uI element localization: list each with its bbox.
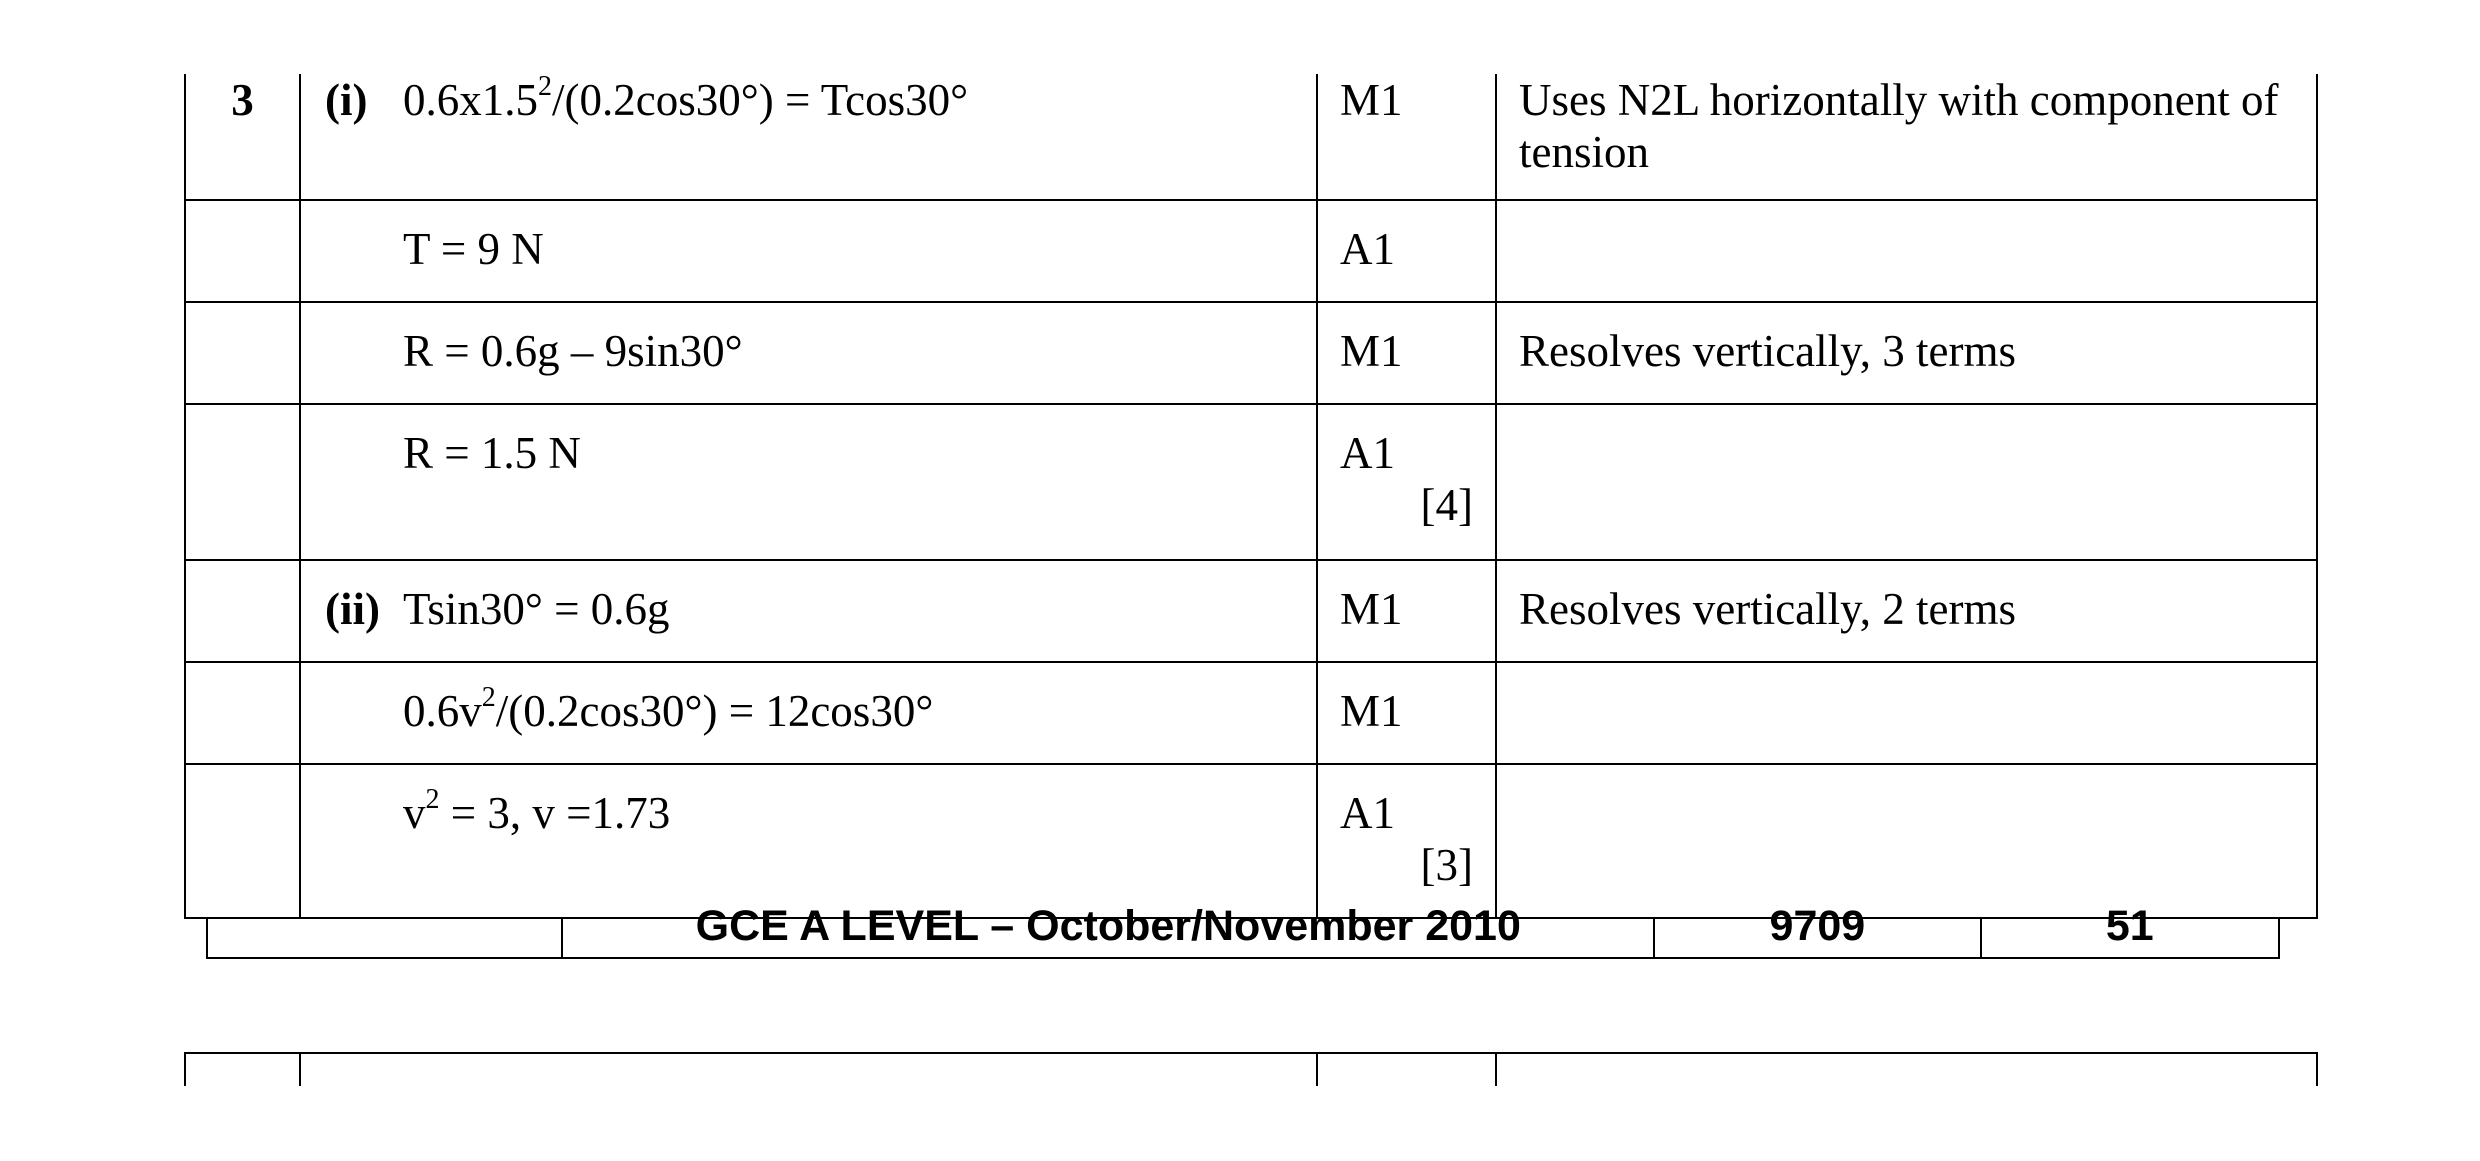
table-row <box>185 200 2317 302</box>
answer-text: 0.6v <box>403 686 482 736</box>
mark-scheme-table <box>184 71 2318 919</box>
mark: A1 <box>1340 788 1395 838</box>
mark-cell <box>1317 74 1496 200</box>
guidance-cell <box>1496 404 2317 560</box>
mark-cell <box>1317 302 1496 404</box>
question-number-cell <box>185 200 300 302</box>
next-table-fragment <box>184 1052 2318 1086</box>
mark-block <box>1318 405 1495 531</box>
table-cell <box>1317 1053 1496 1086</box>
answer <box>301 201 1316 275</box>
footer-syllabus-code-cell <box>1653 902 1979 957</box>
answer-text: T = 9 N <box>403 224 544 274</box>
guidance <box>1497 201 2316 223</box>
table-cell <box>185 1053 300 1086</box>
answer-text: R = 1.5 N <box>403 428 581 478</box>
table-row <box>185 74 2317 200</box>
footer-paper-cell <box>1980 902 2278 957</box>
answer-text: R = 0.6g – 9sin30° <box>403 326 743 376</box>
table-row <box>185 764 2317 918</box>
mark-cell <box>1317 662 1496 764</box>
question-number: 3 <box>231 75 254 125</box>
mark: M1 <box>1340 75 1403 125</box>
mark: M1 <box>1340 584 1403 634</box>
question-number-cell <box>185 560 300 662</box>
question-number-cell <box>185 302 300 404</box>
answer-text: /(0.2cos30°) = Tcos30° <box>552 75 969 125</box>
superscript: 2 <box>481 682 496 713</box>
mark: M1 <box>1340 326 1403 376</box>
guidance-cell <box>1496 74 2317 200</box>
answer-cell <box>300 302 1317 404</box>
guidance <box>1497 663 2316 685</box>
table-row <box>185 1053 2317 1086</box>
guidance-cell <box>1496 662 2317 764</box>
answer-cell <box>300 764 1317 918</box>
syllabus-title: GCE A LEVEL – October/November 2010 <box>695 902 1521 950</box>
mark-cell <box>1317 200 1496 302</box>
footer-syllabus-title-cell <box>561 902 1653 957</box>
guidance-cell <box>1496 560 2317 662</box>
answer-text: = 3, v =1.73 <box>439 788 671 838</box>
guidance-cell <box>1496 200 2317 302</box>
answer <box>301 303 1316 377</box>
table-row <box>185 560 2317 662</box>
footer-blank-cell <box>208 917 561 957</box>
question-number-cell <box>185 764 300 918</box>
answer-cell <box>300 71 1317 200</box>
answer <box>301 765 1316 839</box>
guidance <box>1497 405 2316 427</box>
mark: M1 <box>1340 686 1403 736</box>
answer-cell <box>300 662 1317 764</box>
question-number-cell <box>185 74 300 200</box>
answer <box>301 663 1316 737</box>
guidance <box>1497 765 2316 787</box>
guidance-cell <box>1496 764 2317 918</box>
mark-cell <box>1317 560 1496 662</box>
answer-cell <box>300 200 1317 302</box>
superscript: 2 <box>538 71 552 102</box>
paper-number: 51 <box>2105 902 2154 950</box>
guidance: Resolves vertically, 3 terms <box>1519 326 2016 376</box>
table-row <box>185 404 2317 560</box>
table-row <box>185 662 2317 764</box>
answer-cell <box>300 560 1317 662</box>
answer-text: v <box>403 788 426 838</box>
mark: A1 <box>1340 224 1395 274</box>
mark-cell <box>1317 764 1496 918</box>
total-marks: [4] <box>1420 480 1473 530</box>
mark-block <box>1318 765 1495 891</box>
guidance: Resolves vertically, 2 terms <box>1519 584 2016 634</box>
question-number-cell <box>185 662 300 764</box>
question-number-cell <box>185 404 300 560</box>
total-marks: [3] <box>1420 840 1473 890</box>
part-label: (i) <box>325 75 368 125</box>
syllabus-code: 9709 <box>1769 902 1866 950</box>
mark: A1 <box>1340 428 1395 478</box>
answer <box>301 405 1316 479</box>
part-label: (ii) <box>325 584 380 634</box>
answer-text: /(0.2cos30°) = 12cos30° <box>495 686 934 736</box>
answer-text: 0.6x1.5 <box>403 75 538 125</box>
page-footer <box>206 902 2280 959</box>
mark-cell <box>1317 404 1496 560</box>
guidance: Uses N2L horizontally with component of tension <box>1519 75 2279 177</box>
guidance-cell <box>1496 302 2317 404</box>
table-cell <box>1496 1053 2317 1086</box>
answer <box>301 71 1316 126</box>
answer-cell <box>300 404 1317 560</box>
answer-text: Tsin30° = 0.6g <box>403 584 670 634</box>
superscript: 2 <box>425 784 440 815</box>
table-cell <box>300 1053 1317 1086</box>
answer <box>301 561 1316 635</box>
table-row <box>185 302 2317 404</box>
